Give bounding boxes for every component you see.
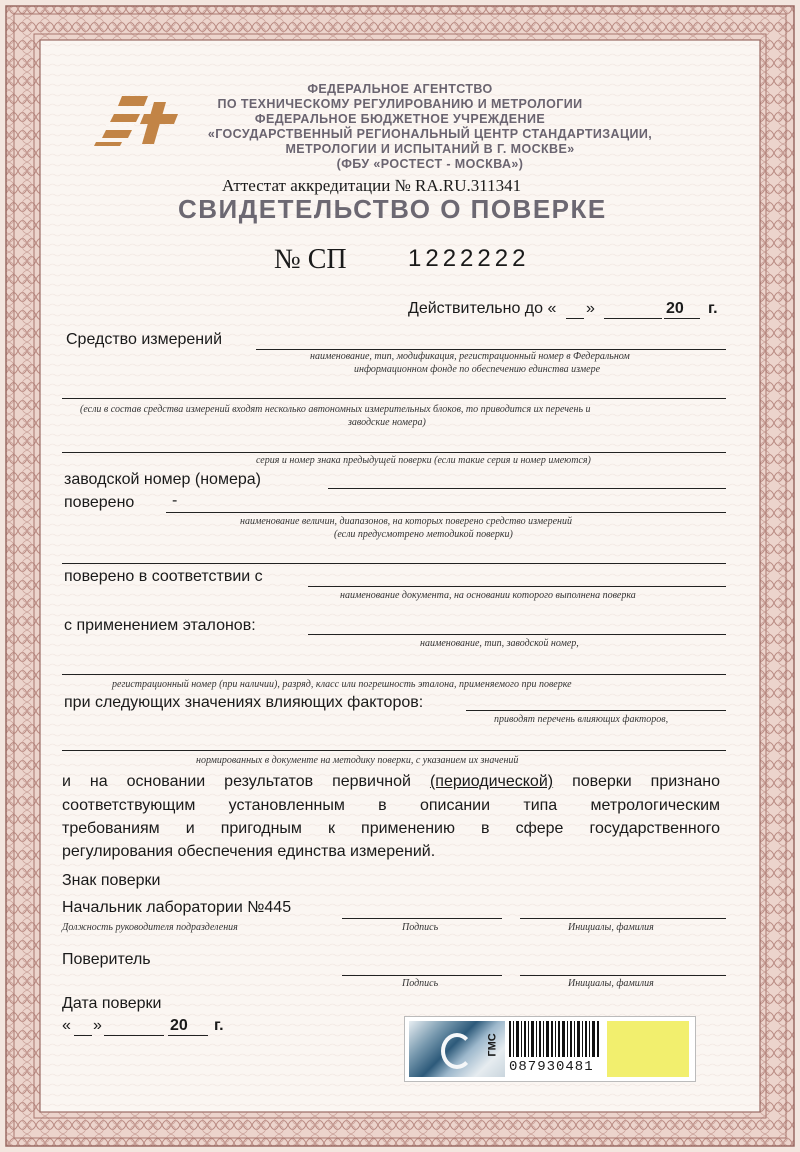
date-year: 20 <box>170 1017 188 1034</box>
org-line: ПО ТЕХНИЧЕСКОМУ РЕГУЛИРОВАНИЮ И МЕТРОЛОГИИ <box>217 97 583 111</box>
conclusion-line-4: регулирования обеспечения единства измерений. <box>62 843 436 860</box>
org-line: ФЕДЕРАЛЬНОЕ БЮДЖЕТНОЕ УЧРЕЖДЕНИЕ <box>254 112 546 126</box>
conclusion-line-1: и на основании результатов первичной (периодической) поверки признано <box>62 773 720 790</box>
org-line: ФЕДЕРАЛЬНОЕ АГЕНТСТВО <box>307 82 493 96</box>
accreditation-text: Аттестат аккредитации № RA.RU.311341 <box>222 176 522 195</box>
org-line: «ГОСУДАРСТВЕННЫЙ РЕГИОНАЛЬНЫЙ ЦЕНТР СТАНДАРТИЗАЦИИ, <box>207 127 653 141</box>
instrument-label: Средство измерений <box>66 331 223 348</box>
verified-label: поверено <box>64 494 135 511</box>
barcode <box>509 1021 601 1057</box>
certificate-title: СВИДЕТЕЛЬСТВО О ПОВЕРКЕ <box>178 194 607 224</box>
conclusion-line-2: соответствующим установленным в описании типа метрологическим <box>62 797 720 814</box>
verification-sticker <box>404 1016 696 1082</box>
head-label: Начальник лаборатории №445 <box>62 899 292 916</box>
certificate-number-label: № СП <box>274 244 347 275</box>
valid-until-label: Действительно до « <box>408 300 557 317</box>
periodic-underlined: (периодической) <box>429 773 554 790</box>
org-line: МЕТРОЛОГИИ И ИСПЫТАНИЙ В Г. МОСКВЕ» <box>285 142 575 156</box>
factors-label: при следующих значениях влияющих факторов: <box>64 694 424 711</box>
date-label: Дата поверки <box>62 995 162 1012</box>
conclusion-line-3: требованиям и пригодным к применению в сфере государственного <box>62 820 720 837</box>
certificate-number: 1222222 <box>408 245 530 272</box>
org-line: (ФБУ «РОСТЕСТ - МОСКВА») <box>336 157 524 171</box>
standards-label: с применением эталонов: <box>64 617 256 634</box>
accordance-label: поверено в соответствии с <box>64 568 263 585</box>
valid-until-year: 20 <box>666 300 684 317</box>
hologram-emblem-icon <box>441 1033 473 1069</box>
verifier-label: Поверитель <box>62 951 151 968</box>
sticker-yellow-field <box>607 1021 689 1077</box>
mark-label: Знак поверки <box>62 872 161 889</box>
sticker-code: ГМС <box>486 1033 499 1057</box>
certificate-page: ФЕДЕРАЛЬНОЕ АГЕНТСТВО ПО ТЕХНИЧЕСКОМУ РЕГУЛИРОВАНИЮ И МЕТРОЛОГИИ ФЕДЕРАЛЬНОЕ БЮДЖЕТНОЕ УЧРЕЖДЕНИЕ «ГОСУДАРСТВЕННЫЙ РЕГИОНАЛЬНЫЙ ЦЕНТР СТАНДАРТИЗАЦИИ, МЕТРОЛОГИИ И ИСПЫТАНИЙ В Г. МОСКВЕ» (ФБУ «РОСТЕСТ - МОСКВА») Аттестат аккредитации № RA.RU.311341 СВИДЕТЕЛЬСТВО О ПОВЕРКЕ № СП 1222222 Действительно до « » 20 г. Средство измерений наименование, тип, модификация, регистрационный номер в Федеральном информационном фонде по обеспечению единства измере (если в состав средства измерений входят несколько автономных измерительных блоков, то приводится их перечень и заводские номера) серия и номер знака предыдущей поверки (если такие серия и номер имеются) заводской номер (номера) поверено - наименование величин, диапазонов, на которых поверено средство измерений (если предусмотрено методикой поверки) поверено в соответствии с наименование документа, на основании которого выполнена поверка с применением эталонов: наименование, тип, заводской номер, регистрационный номер (при наличии), разряд, класс или погрешность эталона, применяемого при поверке при следующих значениях влияющих факторов: приводят перечень влияющих факторов, нормированных в документе на методику поверки, с указанием их значений и на основании результатов первичной (периодической) поверки признано соответствующим установленным в описании типа метрологическим требованиям и пригодным к применению в сфере государственного регулирования обеспечения единства измерений. Знак поверки Начальник лаборатории №445 Должность руководителя подразделения Подпись Инициалы, фамилия Поверитель Подпись Инициалы, фамилия Дата поверки « » 20 г. ГМС 087930481 <box>0 0 800 1152</box>
serial-label: заводской номер (номера) <box>64 471 261 488</box>
sticker-number: 087930481 <box>509 1059 594 1075</box>
